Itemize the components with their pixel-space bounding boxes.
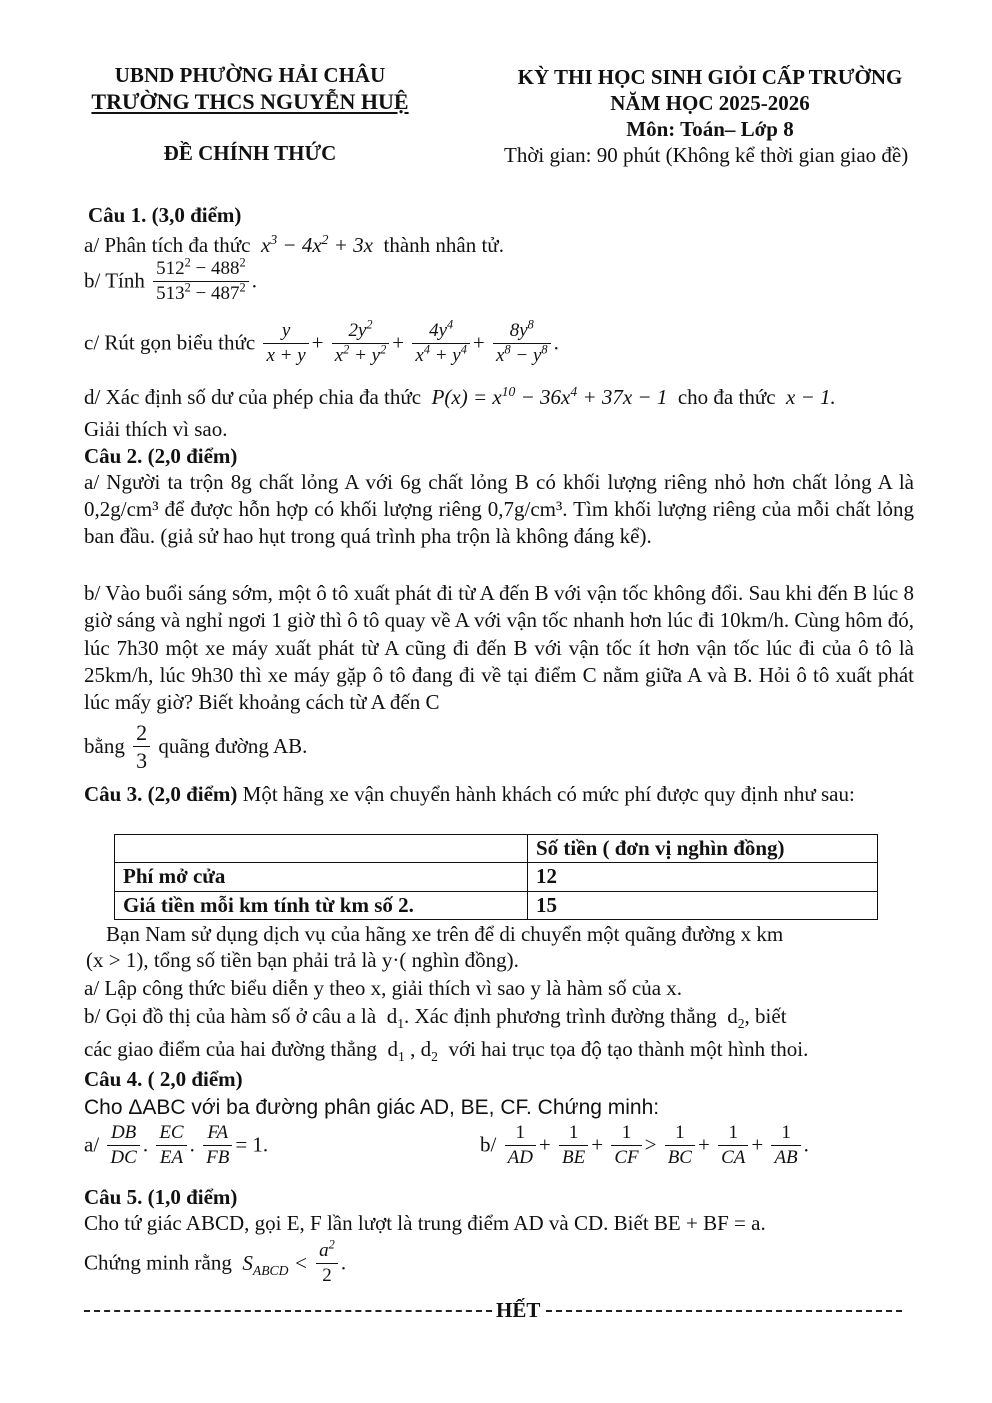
q5-line2: Chứng minh rằng $S_{ABCD}$ < $\frac{a^2}{2}$ . <box>84 1237 347 1286</box>
q3-b1-tail: , biết <box>744 1004 787 1028</box>
q1-title: Câu 1. (3,0 điểm) <box>88 203 242 227</box>
time-line: Thời gian: 90 phút (Không kể thời gian giao đề) <box>504 143 909 167</box>
inv-ca: $\frac{1}{CA}$ <box>718 1122 748 1169</box>
q5-line1: Cho tứ giác ABCD, gọi E, F lần lượt là trung điểm AD và CD. Biết BE + BF = a. <box>84 1211 766 1235</box>
q4-part-b: b/ $\frac{1}{AD}$ + $\frac{1}{BE}$ + $\frac{1}{CF}$ > $\frac{1}{BC}$ + $\frac{1}{CA}$ + $\frac{1}{AB}$ . <box>480 1122 809 1168</box>
end-rule-left <box>84 1310 492 1312</box>
q1-a-tail: thành nhân tử. <box>383 233 504 257</box>
q3-intro-text: Một hãng xe vận chuyển hành khách có mức phí được quy định như sau: <box>242 782 855 806</box>
subject-line: Môn: Toán– Lớp 8 <box>626 117 794 141</box>
authority-name: UBND PHƯỜNG HẢI CHÂU <box>114 63 386 87</box>
table-cell: 15 <box>528 891 878 919</box>
inv-ad: $\frac{1}{AD}$ <box>505 1122 536 1169</box>
q1-c-term2: $\frac{2y^2}{x^2 + y^2}$ <box>332 320 390 367</box>
inv-ab: $\frac{1}{AB}$ <box>771 1122 800 1169</box>
q3-b1-pre: b/ Gọi đồ thị của hàm số ở câu a là <box>84 1004 377 1028</box>
line-d1: $d_1$ <box>381 1004 405 1032</box>
q1-part-c: c/ Rút gọn biểu thức $\frac{y}{x + y}$ + $\frac{2y^2}{x^2 + y^2}$ + $\frac{4y^4}{x^4 + y^4}$ + $\frac{8y^8}{x^8 - y^8}$ . <box>84 317 559 366</box>
table-header-cell <box>115 835 528 863</box>
q4-b-label: b/ <box>480 1132 497 1157</box>
q1-part-a <box>84 232 504 259</box>
table-header-row <box>115 835 878 863</box>
ratio-fa-fb: $\frac{FA}{FB}$ <box>203 1122 232 1169</box>
q1-d-divisor: x − 1. <box>780 385 836 409</box>
q1-d-mid: cho đa thức <box>677 385 776 409</box>
school-name: TRƯỜNG THCS NGUYỄN HUỆ <box>91 89 409 114</box>
q2-b-end-post: quãng đường AB. <box>158 734 308 759</box>
q1-part-b: b/ Tính $\frac{512^2 - 488^2}{513^2 - 487^2}$ . <box>84 255 257 304</box>
q1-c-term1: $\frac{y}{x + y}$ <box>263 320 308 367</box>
lines-d1-d2: $d_1$ , $d_2$ <box>382 1037 438 1065</box>
line-d2: $d_2$ <box>721 1004 745 1032</box>
q2-part-b: b/ Vào buổi sáng sớm, một ô tô xuất phát đi từ A đến B với vận tốc không đổi. Sau khi đến B lúc 8 giờ sáng và nghỉ ngơi 1 giờ thì ô tô quay về A với vận tốc nhanh hơn lúc đi 10km/h. Cùng hôm đó, lúc 7h30 một xe máy xuất phát từ A cũng đi đến B với vận tốc ít hơn vận tốc lúc đi của ô tô là 25km/h, lúc 9h30 thì xe máy gặp ô tô đang đi về tại điểm C nằm giữa A và B. Hỏi ô tô xuất phát lúc mấy giờ? Biết khoảng cách từ A đến C <box>84 581 914 715</box>
q4-intro: Cho ΔABC với ba đường phân giác AD, BE, CF. Chứng minh: <box>84 1096 660 1119</box>
q3-part-b-line2 <box>84 1036 808 1063</box>
q2-part-b-end <box>84 720 307 774</box>
area-abcd: $S_{ABCD}$ < <box>237 1250 308 1278</box>
table-cell: Giá tiền mỗi km tính từ km số 2. <box>115 891 528 919</box>
official-exam-label: ĐỀ CHÍNH THỨC <box>163 141 337 165</box>
q2-title: Câu 2. (2,0 điểm) <box>84 444 238 468</box>
q1-a-text: a/ Phân tích đa thức <box>84 233 251 257</box>
inv-be: $\frac{1}{BE}$ <box>559 1122 588 1169</box>
end-rule-right <box>546 1310 902 1312</box>
q4-part-a: a/ $\frac{DB}{DC}$ . $\frac{EC}{EA}$ . $\frac{FA}{FB}$ = 1. <box>84 1122 269 1168</box>
inv-bc: $\frac{1}{BC}$ <box>665 1122 695 1169</box>
exam-title: KỲ THI HỌC SINH GIỎI CẤP TRƯỜNG <box>517 65 903 89</box>
inv-cf: $\frac{1}{CF}$ <box>611 1122 641 1169</box>
q1-c-text: c/ Rút gọn biểu thức <box>84 330 256 355</box>
q2-b-end-pre: bằng <box>84 734 125 759</box>
table-row <box>115 863 878 891</box>
q1-b-fraction: $\frac{512^2 - 488^2}{513^2 - 487^2}$ <box>153 258 249 305</box>
q5-line2-pre: Chứng minh rằng <box>84 1250 232 1275</box>
q1-c-term4: $\frac{8y^8}{x^8 - y^8}$ <box>493 320 551 367</box>
a-squared-over-2: $\frac{a^2}{2}$ <box>316 1240 338 1287</box>
ratio-db-dc: $\frac{DB}{DC}$ <box>107 1122 139 1169</box>
fee-table <box>114 834 878 920</box>
q3-b1-mid: . Xác định phương trình đường thẳng <box>404 1004 717 1028</box>
ratio-ec-ea: $\frac{EC}{EA}$ <box>156 1122 186 1169</box>
q3-part-b-line1 <box>84 1003 787 1030</box>
q3-para1: Bạn Nam sử dụng dịch vụ của hãng xe trên để di chuyển một quãng đường x km <box>106 922 784 946</box>
q1-c-term3: $\frac{4y^4}{x^4 + y^4}$ <box>412 320 470 367</box>
q1-d-tail: Giải thích vì sao. <box>84 417 228 441</box>
q3-b2-pre: các giao điểm của hai đường thẳng <box>84 1037 378 1061</box>
q1-d-polynomial: $P(x) = x^{10} - 36x^4 + 37x - 1$ <box>426 384 673 409</box>
q3-b2-tail: với hai trục tọa độ tạo thành một hình thoi. <box>448 1037 809 1061</box>
end-label: HẾT <box>496 1298 541 1322</box>
q1-b-text: b/ Tính <box>84 268 145 293</box>
table-cell: 12 <box>528 863 878 891</box>
q3-para2: (x > 1), tổng số tiền bạn phải trả là y·( nghìn đồng). <box>86 948 519 972</box>
q1-part-d <box>84 384 836 411</box>
table-row <box>115 891 878 919</box>
q2-part-a: a/ Người ta trộn 8g chất lỏng A với 6g chất lỏng B có khối lượng riêng nhỏ hơn chất lỏng A là 0,2g/cm³ để được hỗn hợp có khối lượng riêng 0,7g/cm³. Tìm khối lượng riêng của mỗi chất lỏng ban đầu. (giả sử hao hụt trong quá trình pha trộn là không đáng kể). <box>84 470 914 548</box>
q1-a-formula: $x^3 - 4x^2 + 3x$ <box>255 232 379 257</box>
table-cell: Phí mở cửa <box>115 863 528 891</box>
q5-title: Câu 5. (1,0 điểm) <box>84 1185 238 1209</box>
q3-part-a: a/ Lập công thức biểu diễn y theo x, giải thích vì sao y là hàm số của x. <box>84 976 683 1000</box>
table-header-cell: Số tiền ( đơn vị nghìn đồng) <box>528 835 878 863</box>
q2-b-fraction: $\frac{2}{3}$ <box>133 720 150 774</box>
q1-d-text: d/ Xác định số dư của phép chia đa thức <box>84 385 422 409</box>
q3-intro <box>84 782 914 807</box>
school-year: NĂM HỌC 2025-2026 <box>610 91 810 115</box>
q4-a-label: a/ <box>84 1132 100 1157</box>
q3-title: Câu 3. (2,0 điểm) <box>84 782 238 806</box>
q4-title: Câu 4. ( 2,0 điểm) <box>84 1067 243 1091</box>
